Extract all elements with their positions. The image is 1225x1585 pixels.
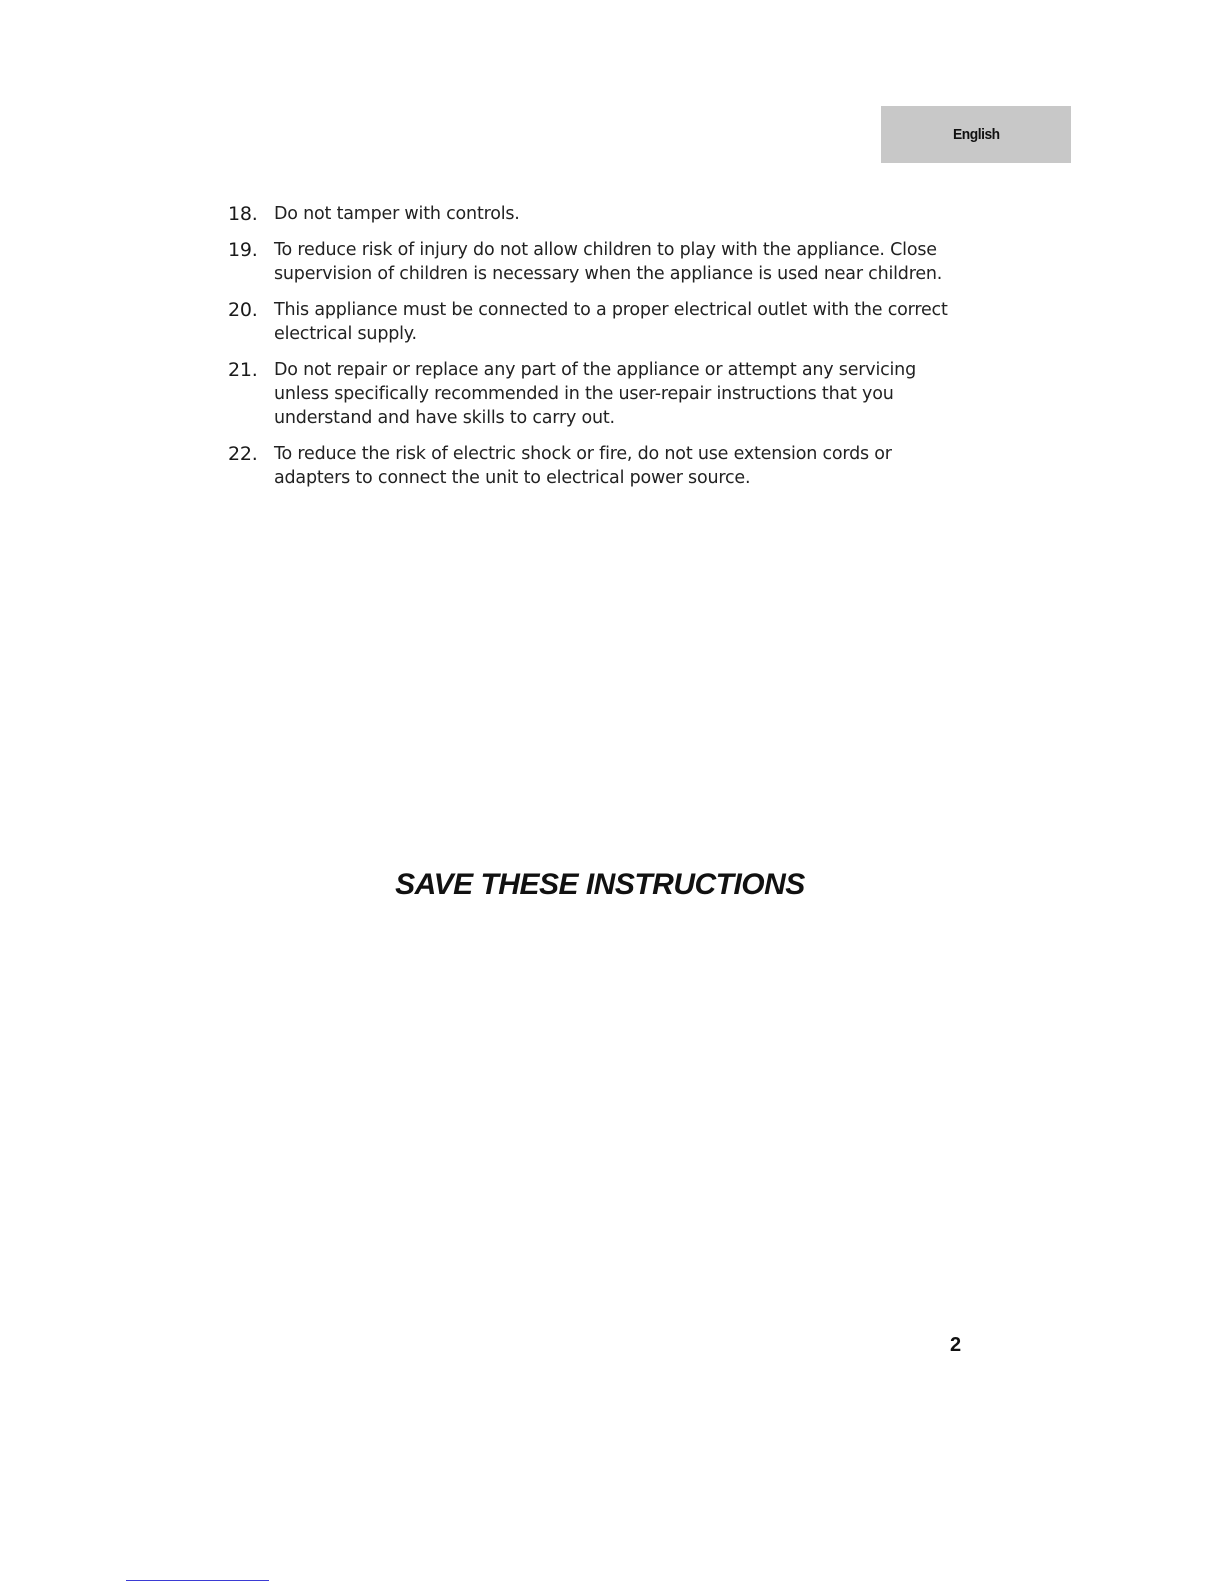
save-instructions-heading: SAVE THESE INSTRUCTIONS (395, 868, 805, 901)
item-number: 22. (228, 443, 258, 465)
bottom-rule-divider (126, 1580, 269, 1581)
item-text: Do not repair or replace any part of the appliance or attempt any servicing unless specifically recommended in the user-repair instructions that you understand and have skills to carry out. (274, 360, 916, 428)
list-item (228, 238, 973, 286)
language-tab (881, 106, 1071, 163)
item-number: 21. (228, 359, 258, 381)
instruction-list (228, 202, 973, 490)
item-number: 20. (228, 299, 258, 321)
list-item (228, 358, 973, 430)
list-item (228, 442, 973, 490)
item-text: Do not tamper with controls. (274, 204, 520, 224)
item-number: 18. (228, 203, 258, 225)
item-text: This appliance must be connected to a proper electrical outlet with the correct electrical supply. (274, 300, 948, 344)
list-item (228, 298, 973, 346)
item-text: To reduce the risk of electric shock or fire, do not use extension cords or adapters to connect the unit to electrical power source. (274, 444, 892, 488)
list-item (228, 202, 973, 226)
item-number: 19. (228, 239, 258, 261)
language-tab-label: English (952, 126, 1000, 143)
item-text: To reduce risk of injury do not allow children to play with the appliance. Close supervision of children is necessary when the appliance is used near children. (274, 240, 943, 284)
page-number: 2 (950, 1334, 962, 1356)
